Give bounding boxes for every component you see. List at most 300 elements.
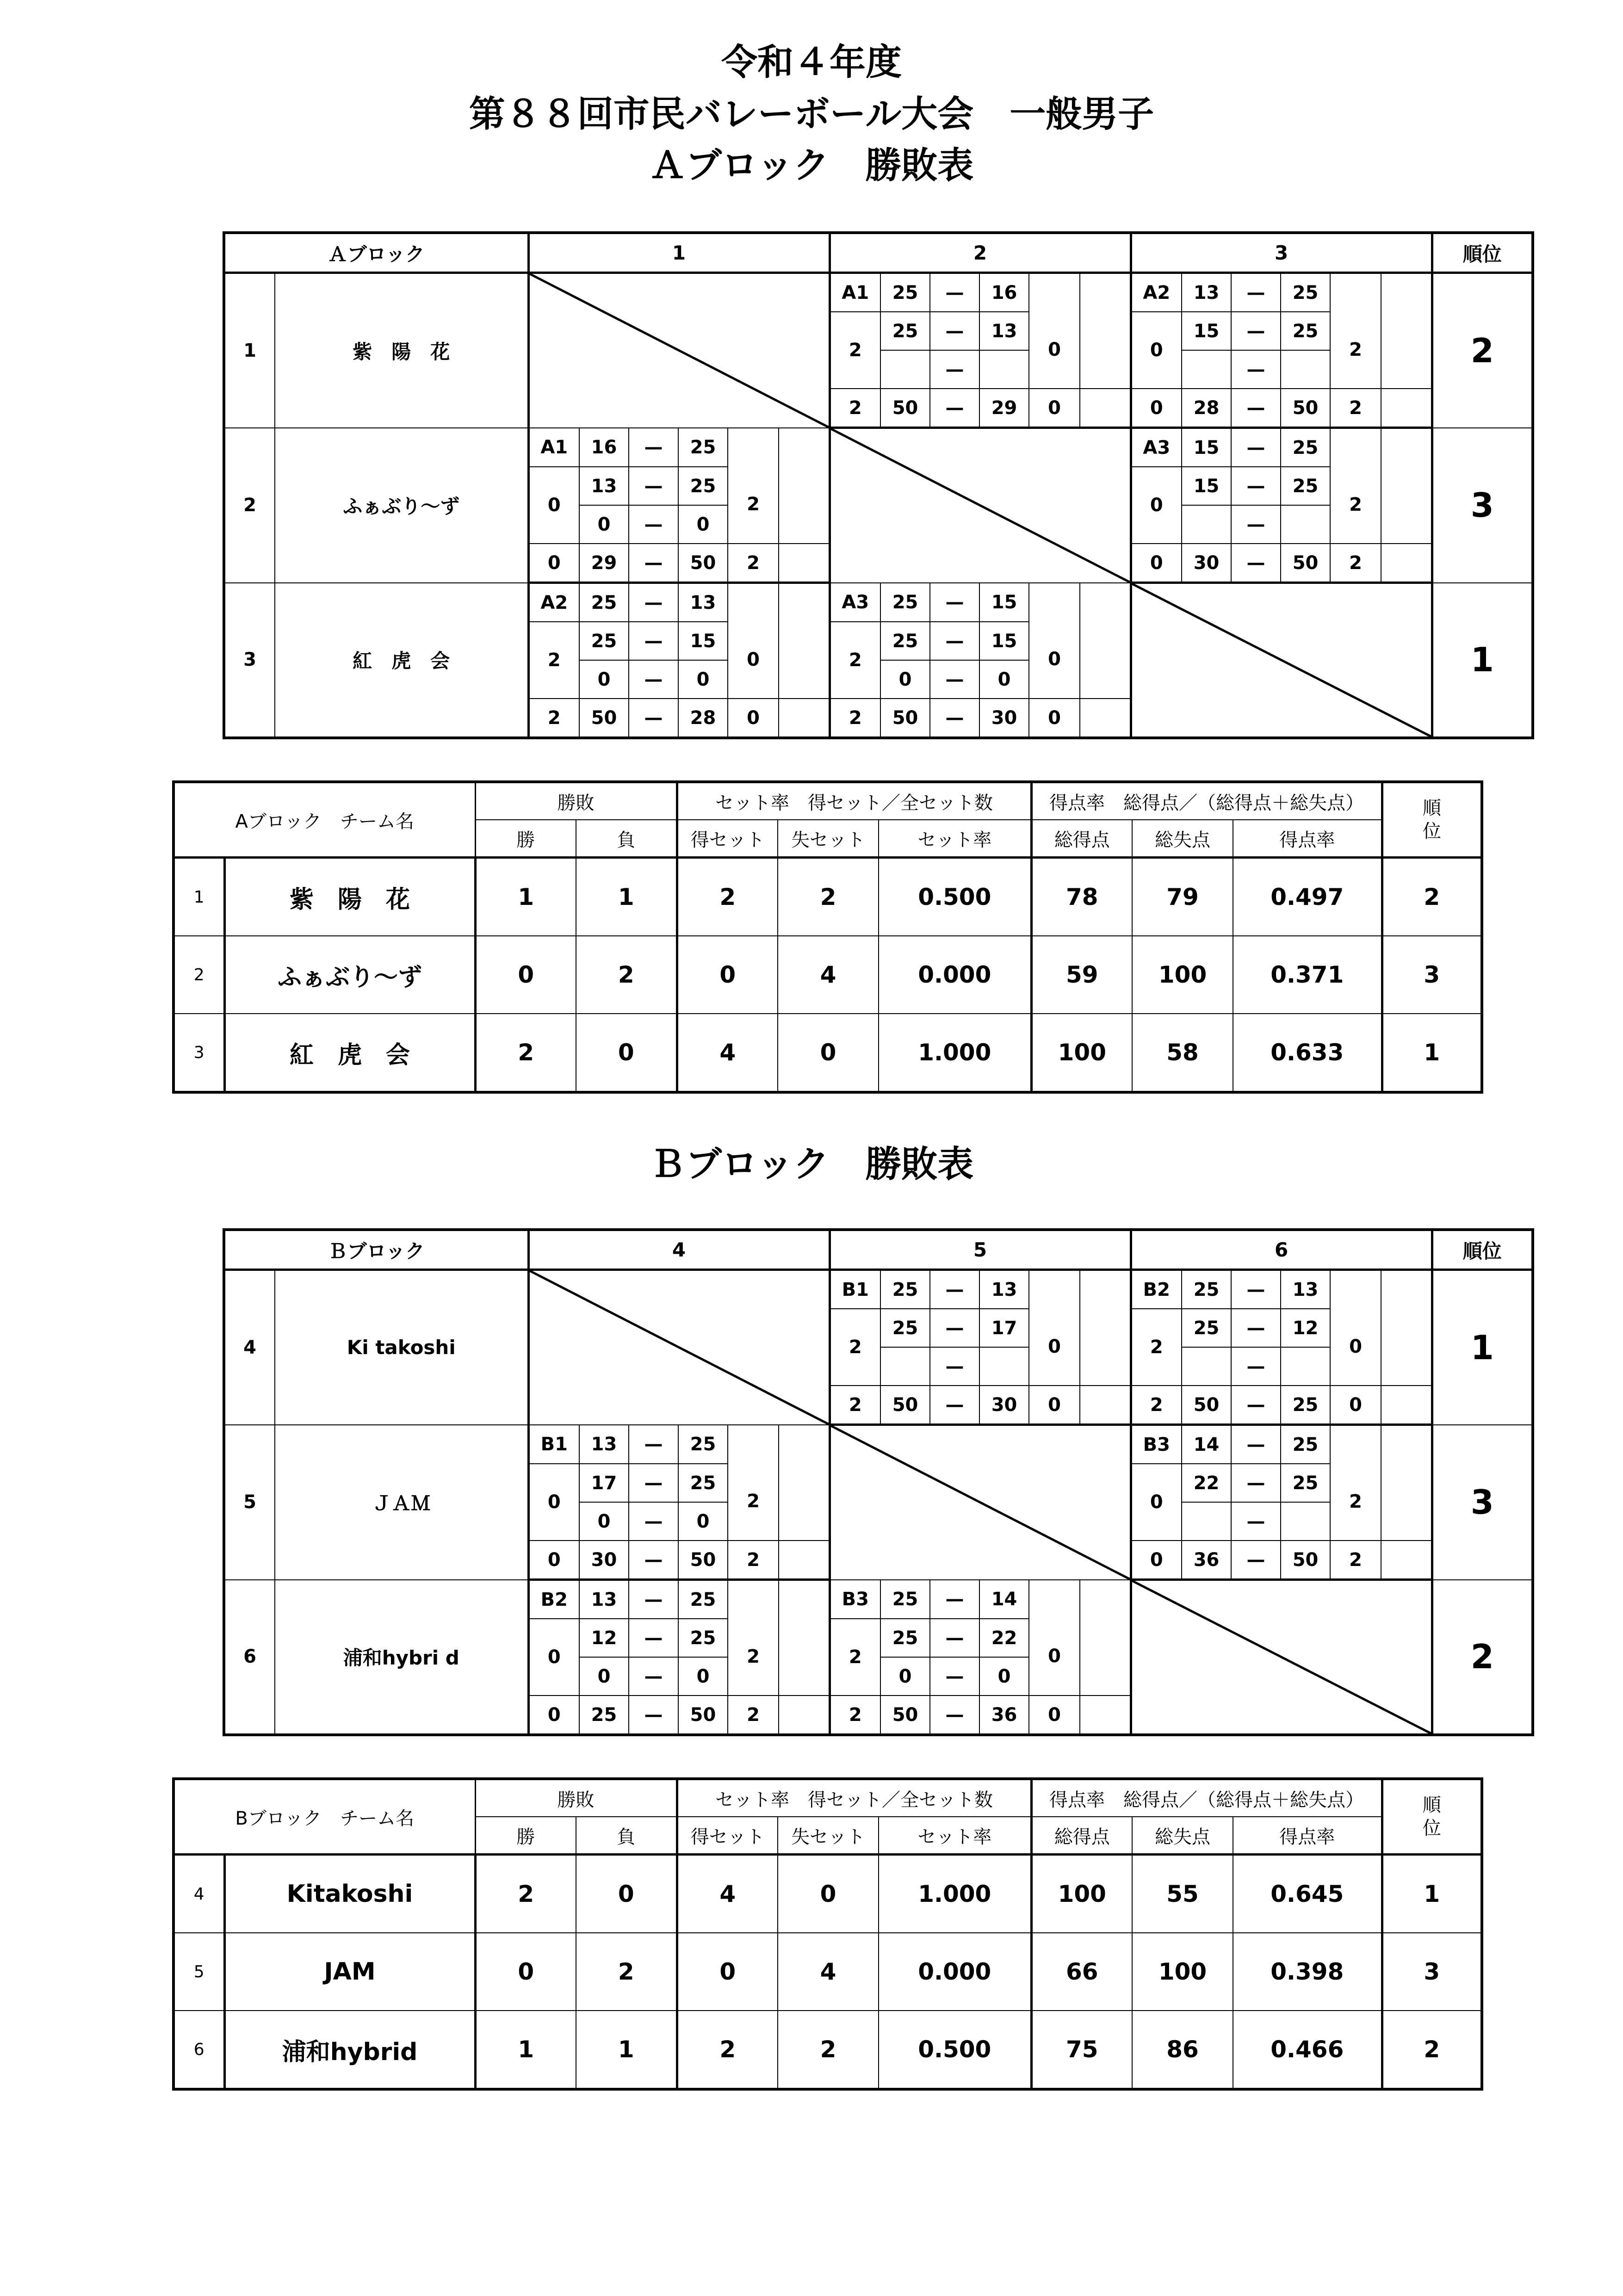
header-points-for: 総得点 xyxy=(1031,820,1132,858)
match-code: A2 xyxy=(528,583,579,622)
self-match-diagonal xyxy=(1131,583,1432,738)
spacer-cell xyxy=(1381,273,1432,389)
losses: 2 xyxy=(576,936,677,1014)
set-score: 25 xyxy=(579,622,629,660)
sets-lost: 0 xyxy=(1029,1580,1080,1696)
team-name: Ki takoshi xyxy=(275,1270,528,1425)
set-score: 25 xyxy=(880,583,930,622)
team-name: 紅 虎 会 xyxy=(224,1014,475,1092)
match-code: A2 xyxy=(1131,273,1182,312)
set-score xyxy=(979,350,1029,389)
spacer-cell xyxy=(1381,1425,1432,1541)
team-number: 6 xyxy=(224,1580,275,1735)
losses: 0 xyxy=(576,1855,677,1933)
header-set-rate: セット率 xyxy=(879,1817,1031,1855)
grid-row xyxy=(224,1580,1533,1619)
dash: — xyxy=(1231,467,1281,505)
set-score: 25 xyxy=(880,1619,930,1657)
grid-row xyxy=(224,1270,1533,1309)
standings-table-a xyxy=(172,780,1483,1094)
team-rank: 1 xyxy=(1382,1855,1482,1933)
sets-lost: 0 xyxy=(728,583,779,699)
points-for: 50 xyxy=(1182,1386,1231,1425)
set-score: 25 xyxy=(678,1425,728,1464)
points-against: 86 xyxy=(1132,2011,1233,2089)
table-row xyxy=(173,1933,1482,2011)
points-against: 50 xyxy=(678,1696,728,1735)
dash: — xyxy=(1231,1502,1281,1541)
set-score: 0 xyxy=(678,1502,728,1541)
dash: — xyxy=(629,505,678,544)
team-number: 6 xyxy=(173,2011,224,2089)
set-score xyxy=(880,1347,930,1386)
set-score: 25 xyxy=(880,1580,930,1619)
team-number: 5 xyxy=(173,1933,224,2011)
set-score: 0 xyxy=(579,660,629,699)
grid-col-label: 6 xyxy=(1131,1230,1432,1270)
sets-lost: 0 xyxy=(1330,1270,1381,1386)
team-rank: 2 xyxy=(1382,858,1482,936)
grid-block-label: Ａブロック xyxy=(224,233,528,273)
dash: — xyxy=(629,1657,678,1696)
dash: — xyxy=(1231,1464,1281,1502)
point-rate: 0.633 xyxy=(1233,1014,1382,1092)
sets-won: 2 xyxy=(677,858,778,936)
self-match-diagonal xyxy=(830,1425,1131,1580)
set-score: 0 xyxy=(678,660,728,699)
team-rank: 3 xyxy=(1432,1425,1533,1580)
diagonal-line xyxy=(831,429,1130,582)
spacer-cell xyxy=(1080,389,1131,428)
dash: — xyxy=(930,1619,979,1657)
match-code: A1 xyxy=(528,428,579,467)
spacer-cell xyxy=(1080,583,1131,699)
set-rate: 0.000 xyxy=(879,1933,1031,2011)
title-year: 令和４年度 xyxy=(721,41,902,83)
team-name: 紅 虎 会 xyxy=(275,583,528,738)
match-code: B1 xyxy=(830,1270,880,1309)
spacer-cell xyxy=(1080,699,1131,738)
spacer-cell xyxy=(1080,273,1131,389)
sets-lost: 0 xyxy=(1029,583,1080,699)
spacer-cell xyxy=(1080,1580,1131,1696)
sets-won: 0 xyxy=(1131,1464,1182,1541)
set-score: 13 xyxy=(1182,273,1231,312)
points-for: 28 xyxy=(1182,389,1231,428)
total-sets-lost: 2 xyxy=(728,544,779,583)
dash: — xyxy=(1231,389,1281,428)
set-score: 25 xyxy=(880,312,930,350)
standings-table-b xyxy=(172,1777,1483,2091)
set-score: 0 xyxy=(579,1657,629,1696)
dash: — xyxy=(930,350,979,389)
dash: — xyxy=(930,1386,979,1425)
total-sets-lost: 0 xyxy=(1029,1386,1080,1425)
total-sets-lost: 0 xyxy=(1330,1386,1381,1425)
total-sets-won: 2 xyxy=(528,699,579,738)
table-row xyxy=(173,2011,1482,2089)
sets-won: 4 xyxy=(677,1855,778,1933)
title-tournament: 第８８回市民バレーボール大会 一般男子 xyxy=(469,93,1154,135)
set-score: 13 xyxy=(979,1270,1029,1309)
table-row xyxy=(173,936,1482,1014)
points-for: 100 xyxy=(1031,1855,1132,1933)
sets-won: 4 xyxy=(677,1014,778,1092)
dash: — xyxy=(930,273,979,312)
total-sets-won: 2 xyxy=(830,1696,880,1735)
set-score xyxy=(1182,505,1231,544)
set-score: 22 xyxy=(1182,1464,1231,1502)
spacer-cell xyxy=(1080,1270,1131,1386)
total-sets-won: 0 xyxy=(1131,1541,1182,1580)
self-match-diagonal xyxy=(1131,1580,1432,1735)
point-rate: 0.497 xyxy=(1233,858,1382,936)
match-code: B3 xyxy=(830,1580,880,1619)
set-score: 25 xyxy=(880,1309,930,1347)
dash: — xyxy=(930,1270,979,1309)
dash: — xyxy=(930,312,979,350)
dash: — xyxy=(629,699,678,738)
set-score: 14 xyxy=(1182,1425,1231,1464)
team-number: 5 xyxy=(224,1425,275,1580)
grid-rank-header: 順位 xyxy=(1432,233,1533,273)
header-point-rate: 得点率 xyxy=(1233,1817,1382,1855)
total-sets-won: 2 xyxy=(830,699,880,738)
grid-block-label: Ｂブロック xyxy=(224,1230,528,1270)
sets-lost: 2 xyxy=(728,1580,779,1696)
total-sets-won: 0 xyxy=(528,1541,579,1580)
match-code: B2 xyxy=(528,1580,579,1619)
wins: 1 xyxy=(475,2011,576,2089)
set-score: 25 xyxy=(880,1270,930,1309)
set-score: 17 xyxy=(979,1309,1029,1347)
spacer-cell xyxy=(779,1696,830,1735)
set-rate: 1.000 xyxy=(879,1014,1031,1092)
team-rank: 2 xyxy=(1432,1580,1533,1735)
diagonal-line xyxy=(831,1426,1130,1579)
points-for: 36 xyxy=(1182,1541,1231,1580)
total-sets-lost: 2 xyxy=(1330,389,1381,428)
team-name: 浦和hybri d xyxy=(275,1580,528,1735)
set-score: 25 xyxy=(1182,1270,1231,1309)
diagonal-line xyxy=(1132,584,1431,736)
sets-won: 2 xyxy=(830,1619,880,1696)
spacer-cell xyxy=(1080,1386,1131,1425)
match-grid-b xyxy=(223,1228,1534,1736)
table-row xyxy=(173,1855,1482,1933)
team-rank: 2 xyxy=(1382,2011,1482,2089)
set-score: 15 xyxy=(979,583,1029,622)
header-sets-won: 得セット xyxy=(677,1817,778,1855)
set-score: 15 xyxy=(1182,428,1231,467)
set-score: 0 xyxy=(979,1657,1029,1696)
team-rank: 3 xyxy=(1382,1933,1482,2011)
grid-header-row xyxy=(224,1230,1533,1270)
dash: — xyxy=(629,1425,678,1464)
match-code: B1 xyxy=(528,1425,579,1464)
point-rate: 0.466 xyxy=(1233,2011,1382,2089)
sets-won: 2 xyxy=(830,312,880,389)
dash: — xyxy=(930,1696,979,1735)
set-score: 17 xyxy=(579,1464,629,1502)
points-for: 30 xyxy=(579,1541,629,1580)
self-match-diagonal xyxy=(528,1270,830,1425)
team-name: ふぁぶり～ず xyxy=(224,936,475,1014)
dash: — xyxy=(629,660,678,699)
sets-lost: 0 xyxy=(778,1855,879,1933)
point-rate: 0.398 xyxy=(1233,1933,1382,2011)
total-sets-lost: 0 xyxy=(1029,699,1080,738)
spacer-cell xyxy=(779,428,830,544)
set-rate: 1.000 xyxy=(879,1855,1031,1933)
total-sets-won: 0 xyxy=(1131,389,1182,428)
points-against: 50 xyxy=(1281,389,1330,428)
total-sets-won: 0 xyxy=(528,1696,579,1735)
header-loss: 負 xyxy=(576,820,677,858)
dash: — xyxy=(930,1309,979,1347)
set-score: 0 xyxy=(979,660,1029,699)
set-score: 16 xyxy=(579,428,629,467)
dash: — xyxy=(629,544,678,583)
points-for: 66 xyxy=(1031,1933,1132,2011)
dash: — xyxy=(1231,505,1281,544)
sets-won: 2 xyxy=(677,2011,778,2089)
sets-lost: 0 xyxy=(1029,273,1080,389)
set-score: 25 xyxy=(678,1619,728,1657)
points-against: 36 xyxy=(979,1696,1029,1735)
total-sets-won: 0 xyxy=(528,544,579,583)
set-score: 25 xyxy=(678,1580,728,1619)
team-name: 紫 陽 花 xyxy=(224,858,475,936)
wins: 1 xyxy=(475,858,576,936)
sets-won: 0 xyxy=(677,1933,778,2011)
total-sets-won: 2 xyxy=(1131,1386,1182,1425)
sets-won: 0 xyxy=(528,467,579,544)
set-score xyxy=(979,1347,1029,1386)
wins: 0 xyxy=(475,1933,576,2011)
total-sets-lost: 0 xyxy=(1029,1696,1080,1735)
sets-lost: 0 xyxy=(778,1014,879,1092)
header-point-rate-group: 得点率 総得点／（総得点＋総失点） xyxy=(1031,1779,1382,1817)
wins: 0 xyxy=(475,936,576,1014)
standings-block-label: Bブロック チーム名 xyxy=(173,1779,475,1855)
sets-lost: 2 xyxy=(1330,428,1381,544)
sets-lost: 2 xyxy=(778,2011,879,2089)
spacer-cell xyxy=(1080,1696,1131,1735)
team-rank: 1 xyxy=(1432,1270,1533,1425)
points-for: 29 xyxy=(579,544,629,583)
match-code: A1 xyxy=(830,273,880,312)
points-for: 75 xyxy=(1031,2011,1132,2089)
total-sets-lost: 2 xyxy=(1330,544,1381,583)
diagonal-line xyxy=(530,274,829,427)
grid-col-label: 2 xyxy=(830,233,1131,273)
team-name: ふぁぶり～ず xyxy=(275,428,528,583)
losses: 2 xyxy=(576,1933,677,2011)
grid-row xyxy=(224,583,1533,622)
set-score xyxy=(1281,1502,1330,1541)
header-sets-lost: 失セット xyxy=(778,820,879,858)
total-sets-won: 0 xyxy=(1131,544,1182,583)
sets-lost: 4 xyxy=(778,936,879,1014)
sets-lost: 4 xyxy=(778,1933,879,2011)
points-against: 25 xyxy=(1281,1386,1330,1425)
set-score: 13 xyxy=(678,583,728,622)
sets-won: 2 xyxy=(1131,1309,1182,1386)
total-sets-lost: 2 xyxy=(728,1696,779,1735)
spacer-cell xyxy=(779,1541,830,1580)
table-row xyxy=(173,1014,1482,1092)
sets-lost: 2 xyxy=(1330,273,1381,389)
dash: — xyxy=(629,467,678,505)
dash: — xyxy=(1231,1541,1281,1580)
sets-lost: 2 xyxy=(728,1425,779,1541)
sets-won: 2 xyxy=(528,622,579,699)
total-sets-lost: 0 xyxy=(1029,389,1080,428)
set-score xyxy=(1281,1347,1330,1386)
total-sets-won: 2 xyxy=(830,389,880,428)
header-set-rate: セット率 xyxy=(879,820,1031,858)
set-rate: 0.500 xyxy=(879,2011,1031,2089)
dash: — xyxy=(930,1657,979,1696)
points-for: 50 xyxy=(880,1696,930,1735)
sets-won: 2 xyxy=(830,1309,880,1386)
team-name: 浦和hybrid xyxy=(224,2011,475,2089)
set-score: 25 xyxy=(1281,273,1330,312)
header-points-against: 総失点 xyxy=(1132,1817,1233,1855)
sets-won: 0 xyxy=(528,1464,579,1541)
dash: — xyxy=(930,1580,979,1619)
team-number: 3 xyxy=(224,583,275,738)
dash: — xyxy=(629,1619,678,1657)
set-score xyxy=(1281,505,1330,544)
table-row xyxy=(173,858,1482,936)
team-rank: 2 xyxy=(1432,273,1533,428)
set-score: 25 xyxy=(678,428,728,467)
set-score xyxy=(1281,350,1330,389)
match-grid-a xyxy=(223,231,1534,739)
team-number: 4 xyxy=(173,1855,224,1933)
header-points-against: 総失点 xyxy=(1132,820,1233,858)
set-score: 13 xyxy=(579,1580,629,1619)
points-against: 28 xyxy=(678,699,728,738)
header-rank: 順 位 xyxy=(1382,782,1482,858)
sets-lost: 2 xyxy=(1330,1425,1381,1541)
set-score: 0 xyxy=(880,1657,930,1696)
dash: — xyxy=(930,1347,979,1386)
points-against: 55 xyxy=(1132,1855,1233,1933)
points-for: 100 xyxy=(1031,1014,1132,1092)
total-sets-lost: 2 xyxy=(1330,1541,1381,1580)
grid-header-row xyxy=(224,233,1533,273)
header-set-rate-group: セット率 得セット／全セット数 xyxy=(677,782,1031,820)
match-code: B2 xyxy=(1131,1270,1182,1309)
set-score: 25 xyxy=(1281,428,1330,467)
spacer-cell xyxy=(779,1425,830,1541)
team-name: ＪＡＭ xyxy=(275,1425,528,1580)
grid-row xyxy=(224,428,1533,467)
set-score: 0 xyxy=(678,1657,728,1696)
point-rate: 0.645 xyxy=(1233,1855,1382,1933)
sets-won: 0 xyxy=(1131,312,1182,389)
set-score: 0 xyxy=(880,660,930,699)
dash: — xyxy=(1231,312,1281,350)
points-against: 50 xyxy=(678,544,728,583)
team-name: Kitakoshi xyxy=(224,1855,475,1933)
set-score: 25 xyxy=(1182,1309,1231,1347)
total-sets-lost: 2 xyxy=(728,1541,779,1580)
dash: — xyxy=(930,699,979,738)
standings-block-label: Aブロック チーム名 xyxy=(173,782,475,858)
points-against: 100 xyxy=(1132,936,1233,1014)
header-win-loss: 勝敗 xyxy=(475,1779,677,1817)
header-point-rate-group: 得点率 総得点／（総得点＋総失点） xyxy=(1031,782,1382,820)
title-block-b: Ｂブロック 勝敗表 xyxy=(649,1143,974,1185)
dash: — xyxy=(629,1502,678,1541)
set-score: 15 xyxy=(678,622,728,660)
losses: 1 xyxy=(576,2011,677,2089)
dash: — xyxy=(1231,1425,1281,1464)
points-for: 50 xyxy=(880,1386,930,1425)
dash: — xyxy=(930,583,979,622)
spacer-cell xyxy=(1381,1270,1432,1386)
team-number: 1 xyxy=(224,273,275,428)
standings-header-row xyxy=(173,1779,1482,1817)
points-against: 79 xyxy=(1132,858,1233,936)
dash: — xyxy=(1231,273,1281,312)
set-score: 25 xyxy=(1281,312,1330,350)
team-rank: 1 xyxy=(1432,583,1533,738)
spacer-cell xyxy=(1381,1541,1432,1580)
sets-lost: 2 xyxy=(778,858,879,936)
set-score: 14 xyxy=(979,1580,1029,1619)
self-match-diagonal xyxy=(830,428,1131,583)
spacer-cell xyxy=(779,583,830,699)
points-for: 25 xyxy=(579,1696,629,1735)
team-rank: 3 xyxy=(1432,428,1533,583)
set-score: 25 xyxy=(678,1464,728,1502)
dash: — xyxy=(930,622,979,660)
header-sets-won: 得セット xyxy=(677,820,778,858)
dash: — xyxy=(629,428,678,467)
dash: — xyxy=(629,583,678,622)
header-points-for: 総得点 xyxy=(1031,1817,1132,1855)
set-score xyxy=(1182,1502,1231,1541)
spacer-cell xyxy=(1381,1386,1432,1425)
set-score: 25 xyxy=(880,273,930,312)
grid-col-label: 4 xyxy=(528,1230,830,1270)
match-code: A3 xyxy=(1131,428,1182,467)
sets-lost: 2 xyxy=(728,428,779,544)
dash: — xyxy=(1231,1309,1281,1347)
dash: — xyxy=(629,622,678,660)
team-number: 1 xyxy=(173,858,224,936)
spacer-cell xyxy=(779,544,830,583)
points-for: 59 xyxy=(1031,936,1132,1014)
points-against: 50 xyxy=(678,1541,728,1580)
losses: 1 xyxy=(576,858,677,936)
points-against: 100 xyxy=(1132,1933,1233,2011)
team-number: 3 xyxy=(173,1014,224,1092)
points-against: 30 xyxy=(979,699,1029,738)
grid-row xyxy=(224,273,1533,312)
dash: — xyxy=(930,389,979,428)
team-rank: 3 xyxy=(1382,936,1482,1014)
points-against: 29 xyxy=(979,389,1029,428)
dash: — xyxy=(1231,1347,1281,1386)
sets-won: 0 xyxy=(677,936,778,1014)
diagonal-line xyxy=(1132,1581,1431,1733)
